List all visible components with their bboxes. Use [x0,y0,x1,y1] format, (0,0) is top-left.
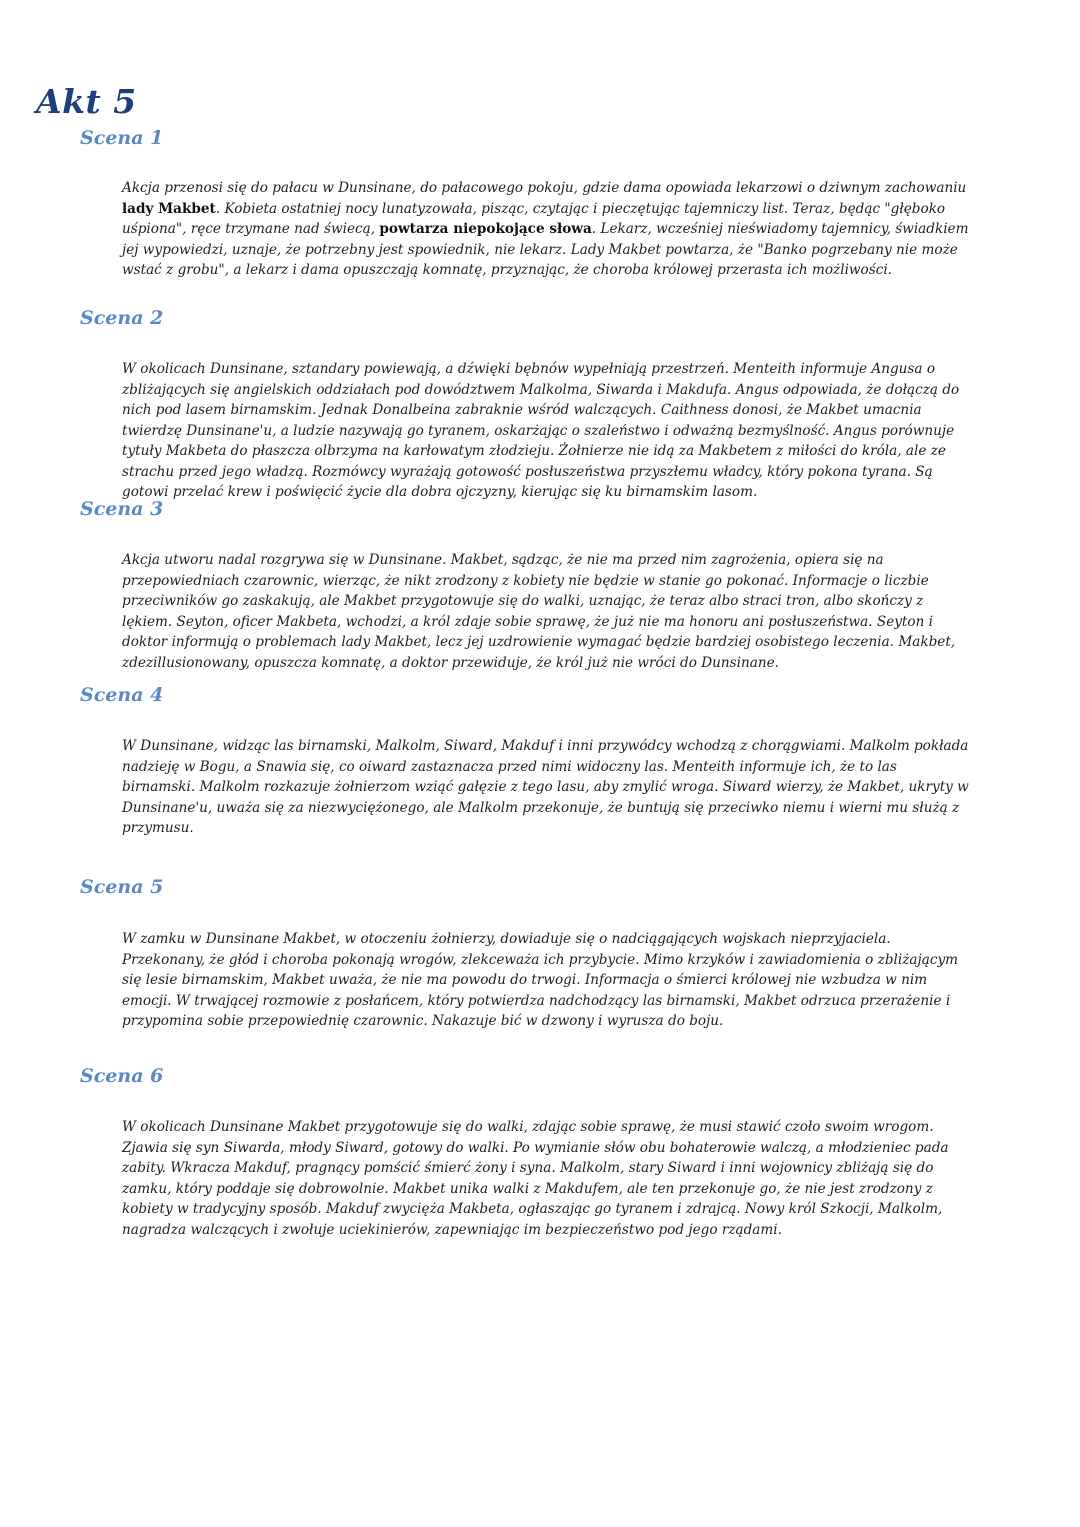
scene-heading-4: Scena 4 [80,684,164,706]
scene-6-text: W okolicach Dunsinane Makbet przygotowuje się do walki, zdając sobie sprawę, że musi stawić czoło swoim wrogom. Zjawia się syn Siwarda, młody Siward, gotowy do walki. Po wymianie słów obu bohaterowie walczą, a młodzieniec pada zabity. Wkracza Makduf, pragnący pomścić śmierć żony i syna. Malkolm, stary Siward i inni wojownicy zbliżają się do zamku, który poddaje się dobrowolnie. Makbet unika walki z Makdufem, ale ten przekonuje go, że nie jest zrodzony z kobiety w tradycyjny sposób. Makduf zwycięża Makbeta, ogłaszając go tyranem i zdrajcą. Nowy król Szkocji, Malkolm, nagradza walczących i zwołuje uciekinierów, zapewniając im bezpieczeństwo pod jego rządami. [122,1119,949,1238]
scene-1-part-5: . Lekarz, wcześniej nieświadomy tajemnicy, świadkiem jej wypowiedzi, uznaje, że potrzebny jest spowiednik, nie lekarz. Lady Makbet powtarza, że "Banko pogrzebany nie może wstać z grobu", a lekarz i dama opuszczają komnatę, przyznając, że choroba królowej przerasta ich możliwości. [122,221,969,278]
scene-5-text: W zamku w Dunsinane Makbet, w otoczeniu żołnierzy, dowiaduje się o nadciągających wojskach nieprzyjaciela. Przekonany, że głód i choroba pokonają wrogów, zlekceważa ich przybycie. Mimo krzyków i zawiadomienia o zbliżającym się lesie birnamskim, Makbet uważa, że nie ma powodu do trwogi. Informacja o śmierci królowej nie wzbudza w nim emocji. W trwającej rozmowie z posłańcem, który potwierdza nadchodzący las birnamski, Makbet odrzuca przerażenie i przypomina sobie przepowiednię czarownic. Nakazuje bić w dzwony i wyrusza do boju. [122,931,959,1029]
scene-heading-3: Scena 3 [80,498,164,520]
scene-1-part-1: Akcja przenosi się do pałacu w Dunsinane, do pałacowego pokoju, gdzie dama opowiada lekarzowi o dziwnym zachowaniu [122,180,967,196]
act-title: Akt 5 [36,82,137,121]
scene-1-bold-phrase: powtarza niepokojące słowa [379,221,592,237]
scene-heading-5: Scena 5 [80,876,164,898]
scene-heading-6: Scena 6 [80,1065,164,1087]
scene-1-bold-lady-makbet: lady Makbet [122,200,216,217]
scene-heading-2: Scena 2 [80,307,164,329]
scene-text-5 [122,929,972,1032]
scene-3-text: Akcja utworu nadal rozgrywa się w Dunsinane. Makbet, sądząc, że nie ma przed nim zagrożenia, opiera się na przepowiedniach czarownic, wierząc, że nikt zrodzony z kobiety nie będzie w stanie go pokonać. Informacje o liczbie przeciwników go zaskakują, ale Makbet przygotowuje się do walki, uznając, że teraz albo straci tron, albo skończy z lękiem. Seyton, oficer Makbeta, wchodzi, a król zdaje sobie sprawę, że już nie ma honoru ani posłuszeństwa. Seyton i doktor informują o problemach lady Makbet, lecz jej uzdrowienie wymagać będzie bardziej osobistego leczenia. Makbet, zdezillusionowany, opuszcza komnatę, a doktor przewiduje, że król już nie wróci do Dunsinane. [122,552,956,671]
scene-text-2 [122,359,972,503]
scene-text-3 [122,550,972,673]
scene-2-text: W okolicach Dunsinane, sztandary powiewają, a dźwięki bębnów wypełniają przestrzeń. Menteith informuje Angusa o zbliżających się angielskich oddziałach pod dowództwem Malkolma, Siwarda i Makdufa. Angus odpowiada, że dołączą do nich pod lasem birnamskim. Jednak Donalbeina zabraknie wśród walczących. Caithness donosi, że Makbet umacnia twierdzę Dunsinane'u, a ludzie nazywają go tyranem, oskarżając o szaleństwo i odważną bezmyślność. Angus porównuje tytuły Makbeta do płaszcza olbrzyma na karłowatym złodzieju. Żołnierze nie idą za Makbetem z miłości do króla, ale ze strachu przed jego władzą. Rozmówcy wyrażają gotowość posłuszeństwa przyszłemu władcy, który pokona tyrana. Są gotowi przelać krew i poświęcić życie dla dobra ojczyzny, kierując się ku birnamskim lasom. [122,361,960,500]
scene-text-1 [122,178,972,281]
scene-text-4 [122,736,972,839]
scene-4-text: W Dunsinane, widząc las birnamski, Malkolm, Siward, Makduf i inni przywódcy wchodzą z chorągwiami. Malkolm pokłada nadzieję w Bogu, a Snawia się, co oiward zastaznacza przed nimi widoczny las. Menteith informuje ich, że to las birnamski. Malkolm rozkazuje żołnierzom wziąć gałęzie z tego lasu, aby zmylić wroga. Siward wierzy, że Makbet, ukryty w Dunsinane'u, uważa się za niezwyciężonego, ale Malkolm przekonuje, że buntują się przeciwko niemu i wierni mu służą z przymusu. [122,738,969,836]
scene-heading-1: Scena 1 [80,127,164,149]
scene-1-part-3: . Kobieta ostatniej nocy lunatyzowała, pisząc, czytając i pieczętując tajemniczy list. Teraz, będąc "głęboko uśpiona", ręce trzymane nad świecą, [122,200,946,237]
scene-text-6 [122,1117,972,1240]
